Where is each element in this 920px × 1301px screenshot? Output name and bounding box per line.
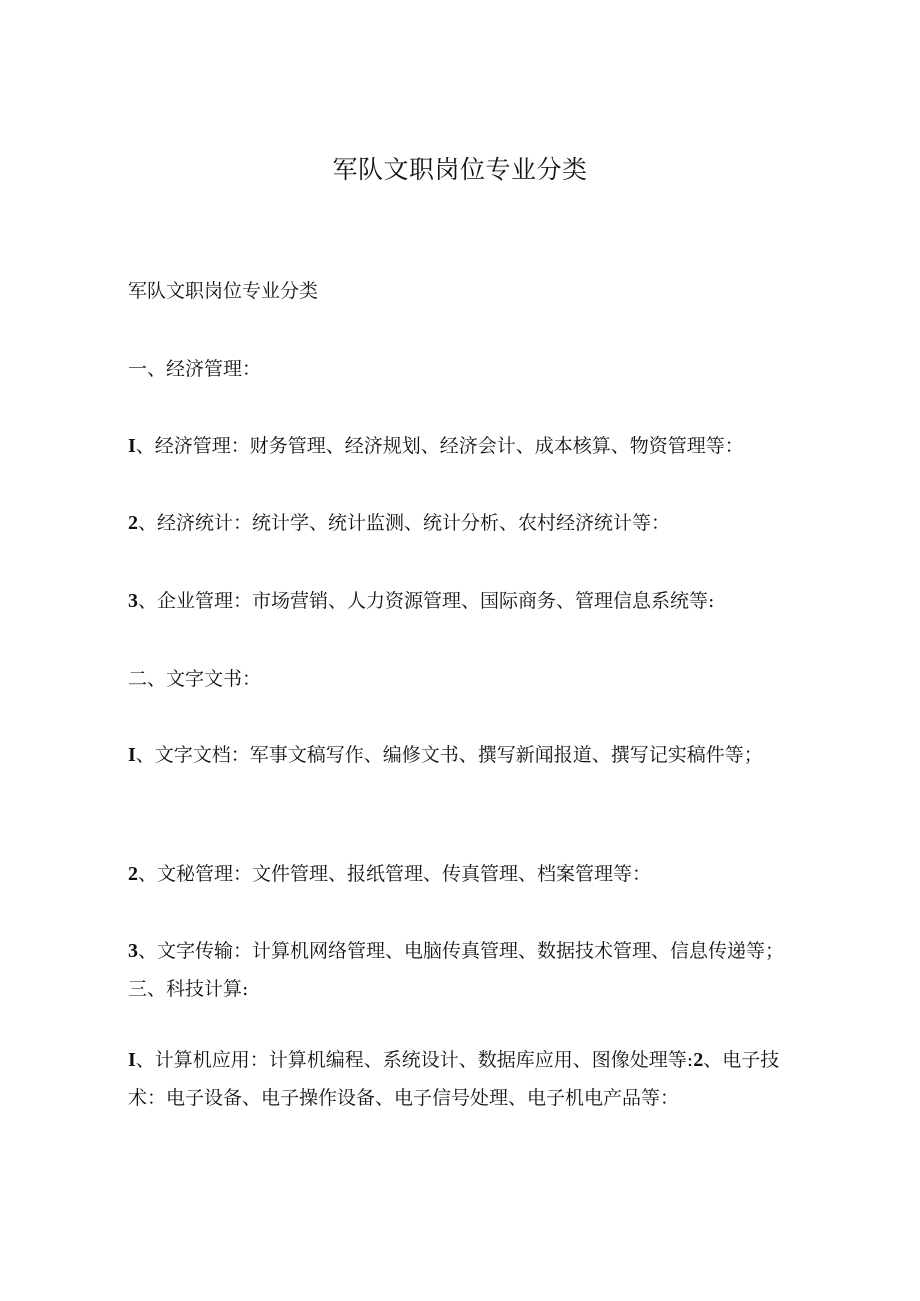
- item-text-2: 、电子技术：电子设备、电子操作设备、电子信号处理、电子机电产品等：: [128, 1049, 780, 1109]
- item-number: 2: [128, 512, 138, 534]
- item-number: I: [128, 435, 136, 457]
- item-number-2: 2: [693, 1049, 704, 1071]
- list-item: [128, 855, 788, 893]
- item-number: 3: [128, 590, 138, 612]
- item-text: 、文秘管理：文件管理、报纸管理、传真管理、档案管理等：: [138, 863, 652, 885]
- item-text: 、计算机应用：计算机编程、系统设计、数据库应用、图像处理等:: [135, 1049, 694, 1071]
- item-text: 、文字文档：军事文稿写作、编修文书、撰写新闻报道、撰写记实稿件等；: [135, 744, 763, 766]
- item-text: 、经济管理：财务管理、经济规划、经济会计、成本核算、物资管理等：: [135, 435, 744, 457]
- list-item: [128, 1041, 788, 1117]
- item-number: 3: [128, 940, 138, 962]
- list-item: [128, 736, 788, 774]
- item-text: 、文字传输：计算机网络管理、电脑传真管理、数据技术管理、信息传递等；三、科技计算:: [128, 940, 785, 1000]
- document-title: 军队文职岗位专业分类: [332, 155, 588, 184]
- section-heading-economic-management: 一、经济管理：: [128, 358, 262, 380]
- list-item: [128, 504, 788, 542]
- item-text: 、经济统计：统计学、统计监测、统计分析、农村经济统计等：: [138, 512, 671, 534]
- item-number: I: [128, 1049, 136, 1071]
- item-number: 2: [128, 863, 138, 885]
- section-heading-text-documents: 二、文字文书：: [128, 668, 262, 690]
- item-text: 、企业管理：市场营销、人力资源管理、国际商务、管理信息系统等:: [138, 590, 715, 612]
- document-subtitle: 军队文职岗位专业分类: [128, 280, 319, 302]
- list-item: [128, 582, 788, 620]
- list-item: [128, 427, 788, 465]
- list-item: [128, 932, 788, 1008]
- item-number: I: [128, 744, 136, 766]
